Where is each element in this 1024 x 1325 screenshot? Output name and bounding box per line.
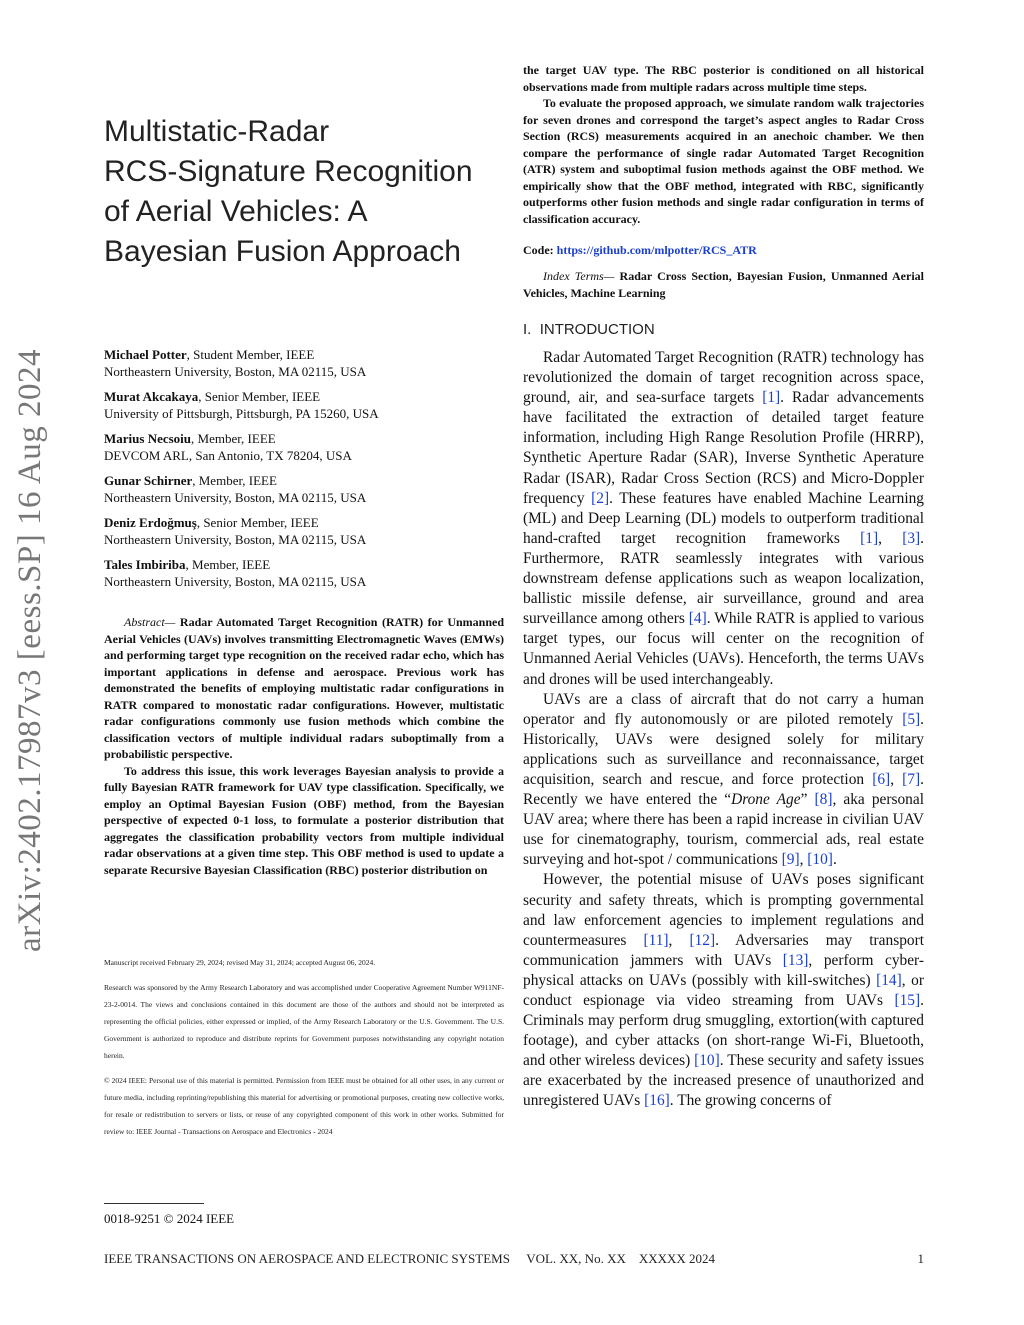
citation-link[interactable]: [14]: [876, 971, 902, 989]
author: Gunar Schirner, Member, IEEE Northeastern University, Boston, MA 02115, USA: [104, 473, 367, 505]
abstract-paragraph: Abstract— Radar Automated Target Recognition (RATR) for Unmanned Aerial Vehicles (UAVs) involves transmitting Electromagnetic Waves (EMWs) and performing target type recognition on the received radar echo, which has important applications in defense and aerospace. Previous work has demonstrated the benefits of employing multistatic radar configurations in RATR compared to monostatic radar configurations. However, multistatic radar configurations commonly use fusion methods which combine the classification vectors of multiple individual radars suboptimally from a probabilistic perspective.: [104, 615, 504, 761]
citation-link[interactable]: [15]: [894, 992, 921, 1009]
author: Michael Potter, Student Member, IEEE Northeastern University, Boston, MA 02115, USA: [104, 347, 367, 379]
code-link[interactable]: https://github.com/mlpotter/RCS_ATR: [556, 243, 757, 257]
citation-link[interactable]: [6]: [872, 770, 891, 788]
author: Deniz Erdoğmuş, Senior Member, IEEE Northeastern University, Boston, MA 02115, USA: [104, 515, 367, 547]
index-terms: Index Terms— Radar Cross Section, Bayesian Fusion, Unmanned Aerial Vehicles, Machine Learning: [523, 269, 924, 300]
funding-note: Research was sponsored by the Army Research Laboratory and was accomplished under Cooperative Agreement Number W911NF-23-2-0014. The views and conclusions contained in this document are those of the authors and should not be interpreted as representing the official policies, either expressed or implied, of the Army Research Laboratory or the U.S. Government. The U.S. Government is authorized to reproduce and distribute reprints for Government purposes notwithstanding any copyright notation herein.: [104, 983, 504, 1060]
citation-link[interactable]: [16]: [644, 1092, 670, 1110]
journal-name: IEEE TRANSACTIONS ON AEROSPACE AND ELECTRONIC SYSTEMS VOL. XX, No. XX XXXXX 2024: [104, 1251, 716, 1266]
intro-paragraph: Radar Automated Target Recognition (RATR) technology has revolutionized the domain of target recognition across space, ground, air, and sea-surface targets [1]. Radar advancements have facilitated the extraction of detailed target feature information, including High Range Resolution Profile (HRRP), Synthetic Aperture Radar (SAR), Inverse Synthetic Aperature Radar (ISAR), Radar Cross Section (RCS) and Micro-Doppler frequency [2]. These features have enabled Machine Learning (ML) and Deep Learning (DL) models to outperform traditional hand-crafted target recognition frameworks [1], [3]. Furthermore, RATR seamlessly integrates with various downstream defense applications such as weapon localization, ballistic missile defense, air surveillance, ground and area surveillance among others [4]. While RATR is applied to various target types, our focus will center on the recognition of Unmanned Aerial Vehicles (UAVs). Henceforth, the terms UAVs and drones will be used interchangeably.: [523, 349, 924, 688]
introduction-body: [523, 348, 924, 1112]
citation-link[interactable]: [1]: [860, 529, 879, 547]
footnote-rule: [104, 1203, 204, 1204]
citation-link[interactable]: [12]: [689, 931, 716, 949]
citation-link[interactable]: [8]: [814, 791, 833, 809]
citation-link[interactable]: [2]: [591, 489, 610, 507]
citation-link[interactable]: [5]: [902, 710, 921, 728]
author-list: [104, 346, 504, 598]
arxiv-stamp: [4, 340, 56, 960]
issn-line: 0018-9251 © 2024 IEEE: [104, 1211, 235, 1226]
author: Marius Necsoiu, Member, IEEE DEVCOM ARL, San Antonio, TX 78204, USA: [104, 431, 352, 463]
copyright-note: © 2024 IEEE: Personal use of this material is permitted. Permission from IEEE must be obtained for all other uses, in any current or future media, including reprinting/republishing this material for advertising or promotional purposes, creating new collective works, for resale or redistribution to servers or lists, or reuse of any copyrighted component of this work in other works. Submitted for review to: IEEE Journal - Transactions on Aerospace and Electronics - 2024: [104, 1076, 504, 1136]
citation-link[interactable]: [11]: [643, 931, 669, 949]
author: Tales Imbiriba, Member, IEEE Northeastern University, Boston, MA 02115, USA: [104, 557, 367, 589]
code-line: Code: https://github.com/mlpotter/RCS_ATR: [523, 243, 757, 257]
abstract: [104, 614, 504, 878]
intro-paragraph: UAVs are a class of aircraft that do not carry a human operator and fly autonomously or are piloted remotely [5]. Historically, UAVs were designed solely for military applications such as surveillance and reconnaissance, target acquisition, search and rescue, and force protection [6], [7]. Recently we have entered the “Drone Age” [8], aka personal UAV area; where there has been a rapid increase in civilian UAV use for cinematography, tourism, commercial ads, real estate surveying and hot-spot / communications [9], [10].: [523, 690, 924, 869]
arxiv-stamp-text: arXiv:2402.17987v3 [eess.SP] 16 Aug 2024: [11, 348, 48, 952]
abstract-label: Abstract—: [124, 615, 176, 629]
paper-title: Multistatic-Radar RCS-Signature Recognition of Aerial Vehicles: A Bayesian Fusion Approach: [104, 115, 473, 268]
citation-link[interactable]: [9]: [781, 851, 800, 869]
citation-link[interactable]: [1]: [762, 389, 781, 407]
abstract-paragraph: To address this issue, this work leverages Bayesian analysis to provide a fully Bayesian RATR framework for UAV type classification. Specifically, we employ an Optimal Bayesian Fusion (OBF) method, from the Bayesian perspective of expected 0-1 loss, to formulate a posterior distribution that aggregates the classification probability vectors from multiple individual radar observations at a given time step. This OBF method is used to update a separate Recursive Bayesian Classification (RBC) posterior distribution on: [104, 763, 504, 877]
manuscript-note: Manuscript received February 29, 2024; revised May 31, 2024; accepted August 06, 2024.: [104, 958, 376, 967]
abstract-continued: the target UAV type. The RBC posterior is conditioned on all historical observations made from multiple radars across multiple time steps. To evaluate the proposed approach, we simulate random walk trajectories for seven drones and correspond the target’s aspect angles to Radar Cross Section (RCS) measurements acquired in an anechoic chamber. We then compare the performance of single radar Automated Target Recognition (ATR) system and suboptimal fusion methods against the OBF method. We empirically show that the OBF method, integrated with RBC, significantly outperforms other fusion methods and single radar configuration in terms of classification accuracy.: [523, 63, 924, 226]
citation-link[interactable]: [4]: [688, 610, 707, 628]
citation-link[interactable]: [3]: [902, 529, 921, 547]
citation-link[interactable]: [10]: [807, 851, 833, 869]
citation-link[interactable]: [7]: [902, 770, 921, 788]
running-footer: [104, 1251, 924, 1267]
section-heading: I. INTRODUCTION: [523, 321, 655, 338]
right-column: [523, 62, 924, 1112]
intro-paragraph: However, the potential misuse of UAVs poses significant security and safety threats, which is prompting governmental and law enforcement agencies to implement regulations and countermeasures [11], [12]. Adversaries may transport communication jammers with UAVs [13], perform cyber-physical attacks on UAVs (possibly with kill-switches) [14], or conduct espionage via video streaming from UAVs [15]. Criminals may perform drug smuggling, extortion(with captured footage), and cyber attacks (on short-range Wi-Fi, Bluetooth, and other wireless devices) [10]. These security and safety issues are exacerbated by the increased presence of unauthorized and unregistered UAVs [16]. The growing concerns of: [523, 871, 924, 1110]
author: Murat Akcakaya, Senior Member, IEEE University of Pittsburgh, Pittsburgh, PA 15260, USA: [104, 389, 379, 421]
page-number: 1: [917, 1251, 924, 1266]
footnotes: [104, 954, 504, 1148]
index-terms-label: Index Terms—: [543, 269, 615, 283]
citation-link[interactable]: [10]: [694, 1052, 720, 1070]
citation-link[interactable]: [13]: [782, 951, 809, 969]
title-block: [104, 112, 504, 272]
